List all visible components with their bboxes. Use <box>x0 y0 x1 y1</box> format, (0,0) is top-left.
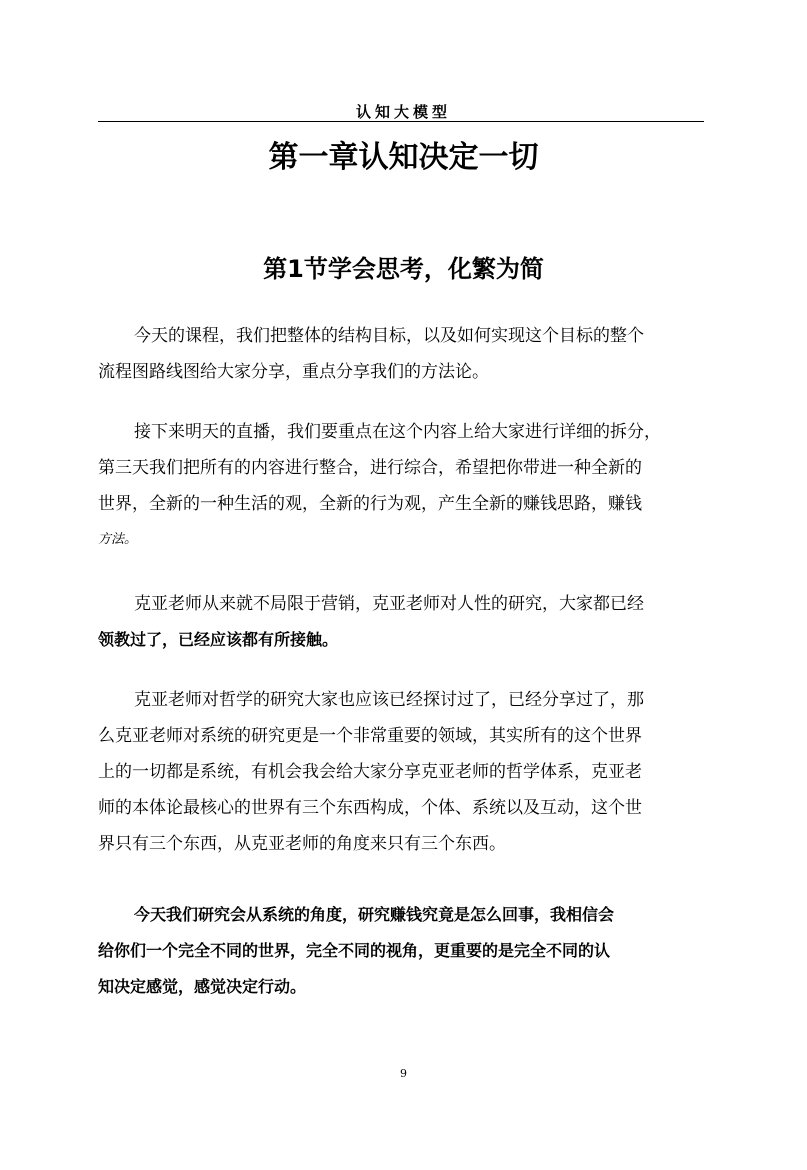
paragraph-line: 克亚老师从来就不局限于营销，克亚老师对人性的研究，大家都已经 <box>134 594 644 614</box>
paragraph-2 <box>98 414 704 558</box>
paragraph-line: 流程图路线图给大家分享，重点分享我们的方法论。 <box>98 362 489 382</box>
paragraph-line: 方法。 <box>98 532 138 547</box>
paragraph-line: 接下来明天的直播，我们要重点在这个内容上给大家进行详细的拆分， <box>134 422 661 442</box>
paragraph-line: 世界，全新的一种生活的观，全新的行为观，产生全新的赚钱思路，赚钱 <box>98 494 642 514</box>
paragraph-1 <box>98 318 704 390</box>
paragraph-3 <box>98 586 704 658</box>
chapter-title: 第一章认知决定一切 <box>268 140 539 175</box>
paragraph-line: 界只有三个东西，从克亚老师的角度来只有三个东西。 <box>98 834 506 854</box>
paragraph-line: 今天我们研究会从系统的角度，研究赚钱究竟是怎么回事，我相信会 <box>134 905 615 924</box>
paragraph-line: 师的本体论最核心的世界有三个东西构成，个体、系统以及互动，这个世 <box>98 798 642 818</box>
paragraph-line: 今天的课程，我们把整体的结构目标，以及如何实现这个目标的整个 <box>134 326 644 346</box>
paragraph-line: 第三天我们把所有的内容进行整合，进行综合，希望把你带进一种全新的 <box>98 458 642 478</box>
running-header: 认知大模型 <box>355 103 451 121</box>
paragraph-4 <box>98 682 704 862</box>
paragraph-line: 么克亚老师对系统的研究更是一个非常重要的领域，其实所有的这个世界 <box>98 726 642 746</box>
section-title: 第1节学会思考，化繁为简 <box>263 255 544 283</box>
paragraph-line: 上的一切都是系统，有机会我会给大家分享克亚老师的哲学体系，克亚老 <box>98 762 642 782</box>
page-number: 9 <box>400 1067 407 1080</box>
paragraph-line: 领教过了，已经应该都有所接触。 <box>98 630 339 649</box>
header-rule <box>98 121 704 122</box>
paragraph-line: 给你们一个完全不同的世界，完全不同的视角，更重要的是完全不同的认 <box>98 941 611 960</box>
paragraph-5 <box>98 897 704 1005</box>
paragraph-line: 知决定感觉，感觉决定行动。 <box>98 977 307 996</box>
paragraph-line: 克亚老师对哲学的研究大家也应该已经探讨过了，已经分享过了，那 <box>134 690 644 710</box>
